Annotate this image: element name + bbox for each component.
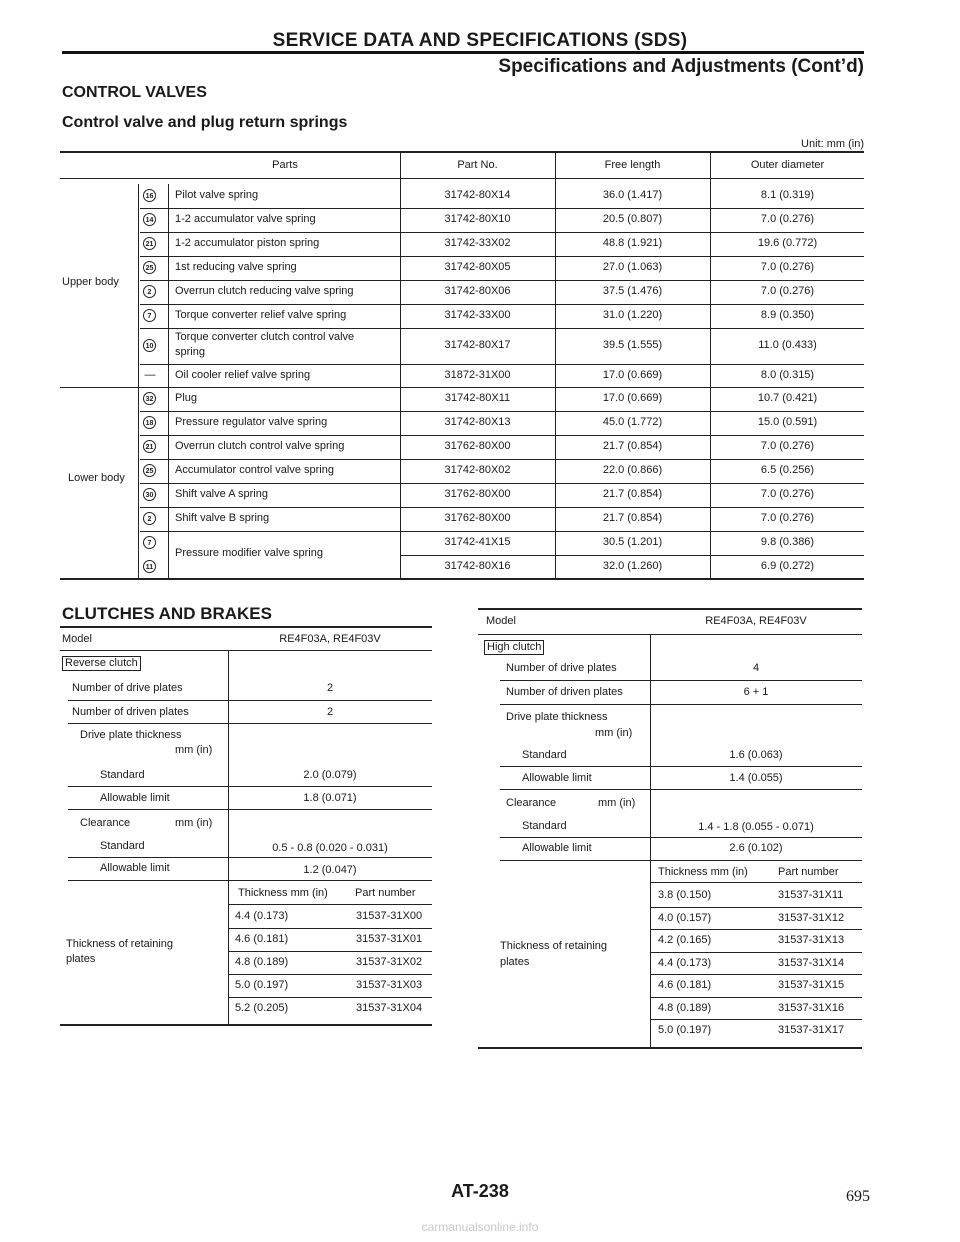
page-header-subtitle: Specifications and Adjustments (Cont’d): [498, 56, 864, 77]
row-number-circle: 18: [143, 416, 156, 429]
model-label: Model: [62, 633, 92, 645]
retaining-thickness: 4.8 (0.189): [235, 956, 289, 968]
retaining-thickness: 4.6 (0.181): [658, 979, 712, 991]
watermark: carmanualsonline.info: [421, 1220, 539, 1234]
row-rule: [650, 907, 862, 908]
row-part: Plug: [175, 392, 198, 404]
row-outer-diameter: 7.0 (0.276): [760, 261, 815, 273]
row-part-no: 31742-80X14: [444, 189, 511, 201]
group-label-upper-body: Upper body: [62, 276, 119, 288]
row-number-circle: 21: [143, 440, 156, 453]
row-free-length: 27.0 (1.063): [602, 261, 663, 273]
row-part-no: 31742-80X02: [444, 464, 511, 476]
row-rule: [500, 860, 862, 861]
page-code: AT-238: [451, 1181, 509, 1201]
row-free-length: 17.0 (0.669): [602, 369, 663, 381]
retaining-head-thickness: Thickness mm (in): [238, 887, 328, 899]
row-outer-diameter: 19.6 (0.772): [757, 237, 818, 249]
retaining-plates-label: Thickness of retaining: [66, 938, 173, 950]
row-number-circle: 10: [143, 339, 156, 352]
row-free-length: 30.5 (1.201): [602, 536, 663, 548]
page-number: 695: [846, 1188, 870, 1205]
drive-plates-value: 2: [326, 682, 334, 694]
row-free-length: 45.0 (1.772): [602, 416, 663, 428]
row-part-no: 31742-41X15: [444, 536, 511, 548]
row-part: Overrun clutch reducing valve spring: [175, 285, 354, 297]
row-part-no: 31762-80X00: [444, 440, 511, 452]
row-number: —: [144, 369, 156, 381]
row-outer-diameter: 6.5 (0.256): [760, 464, 815, 476]
row-outer-diameter: 7.0 (0.276): [760, 512, 815, 524]
row-rule: [500, 789, 862, 790]
thickness-allowable-value: 1.8 (0.071): [303, 792, 357, 804]
row-rule: [650, 1019, 862, 1020]
clearance-standard-label: Standard: [100, 840, 145, 852]
component-label-reverse-clutch: Reverse clutch: [62, 656, 141, 671]
row-free-length: 21.7 (0.854): [602, 488, 663, 500]
row-part-no: 31742-80X10: [444, 213, 511, 225]
row-number-circle: 25: [143, 464, 156, 477]
retaining-part-number: 31537-31X00: [356, 910, 423, 922]
row-part-no: 31742-33X00: [444, 309, 511, 321]
retaining-part-number: 31537-31X03: [356, 979, 423, 991]
thickness-unit: mm (in): [175, 744, 213, 756]
clearance-unit: mm (in): [175, 817, 213, 829]
col-header-parts: Parts: [272, 159, 298, 171]
model-value: RE4F03A, RE4F03V: [279, 633, 381, 645]
clearance-standard-value: 0.5 - 0.8 (0.020 - 0.031): [272, 842, 388, 854]
row-rule: [500, 766, 862, 767]
row-part-no: 31742-80X05: [444, 261, 511, 273]
row-rule: [650, 974, 862, 975]
retaining-part-number: 31537-31X12: [778, 911, 845, 924]
table-top-rule: [478, 608, 862, 610]
page-header-title: SERVICE DATA AND SPECIFICATIONS (SDS): [272, 30, 688, 51]
row-part-no: 31742-80X17: [444, 339, 511, 351]
row-rule: [650, 952, 862, 953]
retaining-head-part: Part number: [778, 866, 839, 878]
row-part: Shift valve A spring: [175, 488, 268, 500]
row-free-length: 21.7 (0.854): [602, 440, 663, 452]
row-part: Pressure modifier valve spring: [175, 547, 323, 559]
retaining-thickness: 5.0 (0.197): [235, 979, 289, 991]
model-value: RE4F03A, RE4F03V: [705, 615, 807, 627]
clearance-standard-value: 1.4 - 1.8 (0.055 - 0.071): [698, 821, 814, 833]
retaining-thickness: 4.6 (0.181): [235, 933, 289, 945]
thickness-standard-value: 1.6 (0.063): [729, 749, 783, 761]
thickness-standard-value: 2.0 (0.079): [303, 769, 357, 781]
row-part: Pilot valve spring: [175, 189, 259, 201]
row-rule: [650, 929, 862, 930]
row-outer-diameter: 8.0 (0.315): [760, 369, 815, 381]
row-part: 1-2 accumulator valve spring: [175, 213, 316, 225]
column-rule: [650, 634, 651, 1048]
row-rule: [650, 882, 862, 883]
clearance-unit: mm (in): [598, 797, 636, 809]
retaining-thickness: 5.2 (0.205): [235, 1002, 289, 1014]
model-label: Model: [486, 615, 516, 627]
row-free-length: 39.5 (1.555): [602, 339, 663, 351]
row-number-circle: 16: [143, 189, 156, 202]
retaining-thickness: 5.0 (0.197): [658, 1024, 712, 1036]
retaining-part-number: 31537-31X04: [356, 1002, 423, 1014]
row-number-circle: 25: [143, 261, 156, 274]
drive-plate-thickness-label: Drive plate thickness: [80, 729, 182, 741]
row-free-length: 36.0 (1.417): [602, 189, 663, 201]
row-part: Overrun clutch control valve spring: [175, 440, 345, 452]
row-rule: [500, 680, 862, 681]
retaining-plates-label-2: plates: [66, 953, 96, 965]
row-part-no: 31742-80X16: [444, 560, 511, 572]
row-part: 1-2 accumulator piston spring: [175, 237, 320, 249]
clearance-allowable-value: 1.2 (0.047): [303, 864, 357, 876]
clearance-allowable-value: 2.6 (0.102): [729, 842, 783, 854]
row-outer-diameter: 7.0 (0.276): [760, 213, 815, 225]
thickness-unit: mm (in): [595, 727, 633, 739]
thickness-allowable-value: 1.4 (0.055): [729, 772, 783, 784]
clearance-label: Clearance: [506, 797, 557, 809]
row-part: Oil cooler relief valve spring: [175, 369, 311, 381]
row-part: Torque converter clutch control valve: [175, 331, 355, 343]
row-number-circle: 30: [143, 488, 156, 501]
row-part: Torque converter relief valve spring: [175, 309, 347, 321]
retaining-part-number: 31537-31X13: [778, 934, 845, 946]
row-part: 1st reducing valve spring: [175, 261, 297, 273]
row-free-length: 22.0 (0.866): [602, 464, 663, 476]
row-number-circle: 21: [143, 237, 156, 250]
row-part-no: 31742-80X11: [444, 392, 511, 404]
retaining-part-number: 31537-31X15: [778, 979, 845, 991]
component-label-high-clutch: High clutch: [484, 640, 544, 655]
row-part-no: 31872-31X00: [444, 369, 511, 381]
retaining-part-number: 31537-31X01: [356, 933, 423, 945]
retaining-thickness: 4.2 (0.165): [658, 934, 712, 946]
row-free-length: 32.0 (1.260): [602, 560, 663, 572]
row-number-circle: 14: [143, 213, 156, 226]
row-rule: [500, 704, 862, 705]
row-part-no: 31742-33X02: [444, 237, 511, 249]
row-number-circle: 7: [143, 536, 156, 549]
row-outer-diameter: 7.0 (0.276): [760, 440, 815, 452]
row-outer-diameter: 11.0 (0.433): [758, 339, 817, 351]
drive-plates-value: 4: [752, 662, 760, 674]
retaining-plates-label-2: plates: [500, 956, 530, 968]
retaining-part-number: 31537-31X17: [778, 1024, 845, 1036]
row-free-length: 37.5 (1.476): [602, 285, 663, 297]
row-part-no: 31742-80X06: [444, 285, 511, 297]
row-outer-diameter: 8.1 (0.319): [760, 189, 815, 201]
row-free-length: 17.0 (0.669): [602, 392, 663, 404]
row-rule: [650, 997, 862, 998]
section-title-clutches-brakes: CLUTCHES AND BRAKES: [62, 604, 272, 623]
row-part-cont: spring: [175, 346, 205, 358]
retaining-thickness: 4.4 (0.173): [658, 956, 712, 969]
row-part: Shift valve B spring: [175, 512, 270, 524]
retaining-thickness: 4.8 (0.189): [658, 1001, 712, 1014]
drive-plates-label: Number of drive plates: [506, 662, 617, 674]
retaining-part-number: 31537-31X11: [778, 889, 844, 901]
retaining-thickness: 3.8 (0.150): [658, 889, 712, 901]
group-label-lower-body: Lower body: [68, 472, 125, 484]
col-header-part-no: Part No.: [457, 159, 498, 171]
row-outer-diameter: 9.8 (0.386): [760, 536, 815, 548]
driven-plates-label: Number of driven plates: [72, 706, 189, 718]
driven-plates-label: Number of driven plates: [506, 686, 623, 698]
thickness-allowable-label: Allowable limit: [100, 792, 170, 804]
clearance-allowable-label: Allowable limit: [522, 842, 592, 854]
retaining-plates-label: Thickness of retaining: [500, 940, 607, 952]
row-number-circle: 2: [143, 512, 156, 525]
row-number-circle: 7: [143, 309, 156, 322]
row-part-no: 31742-80X13: [444, 416, 511, 428]
col-header-free-length: Free length: [604, 159, 661, 171]
row-outer-diameter: 7.0 (0.276): [760, 285, 815, 297]
row-outer-diameter: 10.7 (0.421): [757, 392, 818, 404]
driven-plates-value: 2: [326, 706, 334, 718]
row-outer-diameter: 7.0 (0.276): [760, 488, 815, 500]
retaining-thickness: 4.4 (0.173): [235, 910, 289, 922]
unit-label: Unit: mm (in): [801, 138, 864, 150]
row-rule: [478, 634, 862, 635]
section-title-control-valves: CONTROL VALVES: [62, 84, 207, 101]
row-outer-diameter: 6.9 (0.272): [760, 560, 815, 572]
clearance-label: Clearance: [80, 817, 131, 829]
row-part-no: 31762-80X00: [444, 512, 511, 524]
row-number-circle: 32: [143, 392, 156, 405]
row-outer-diameter: 8.9 (0.350): [760, 309, 815, 321]
thickness-standard-label: Standard: [100, 769, 145, 781]
drive-plate-thickness-label: Drive plate thickness: [506, 711, 608, 723]
row-number-circle: 2: [143, 285, 156, 298]
row-outer-diameter: 15.0 (0.591): [757, 416, 818, 428]
driven-plates-value: 6 + 1: [743, 686, 769, 698]
row-free-length: 20.5 (0.807): [602, 213, 663, 225]
subsection-title-springs: Control valve and plug return springs: [62, 114, 348, 131]
row-free-length: 31.0 (1.220): [602, 309, 663, 321]
col-header-outer-diameter: Outer diameter: [750, 159, 825, 171]
row-number-circle: 11: [143, 560, 156, 573]
row-part: Pressure regulator valve spring: [175, 416, 328, 428]
retaining-part-number: 31537-31X02: [356, 956, 423, 968]
clearance-standard-label: Standard: [522, 820, 567, 832]
retaining-thickness: 4.0 (0.157): [658, 911, 712, 924]
thickness-allowable-label: Allowable limit: [522, 772, 592, 784]
retaining-head-part: Part number: [355, 887, 416, 899]
retaining-part-number: 31537-31X16: [778, 1001, 845, 1014]
clearance-allowable-label: Allowable limit: [100, 862, 170, 874]
row-part-no: 31762-80X00: [444, 488, 511, 500]
row-free-length: 48.8 (1.921): [602, 237, 663, 249]
row-rule: [500, 837, 862, 838]
row-free-length: 21.7 (0.854): [602, 512, 663, 524]
table-bottom-rule: [478, 1047, 862, 1049]
retaining-head-thickness: Thickness mm (in): [658, 866, 748, 878]
row-part: Accumulator control valve spring: [175, 464, 334, 476]
thickness-standard-label: Standard: [522, 749, 567, 761]
retaining-part-number: 31537-31X14: [778, 956, 845, 969]
drive-plates-label: Number of drive plates: [72, 682, 183, 694]
